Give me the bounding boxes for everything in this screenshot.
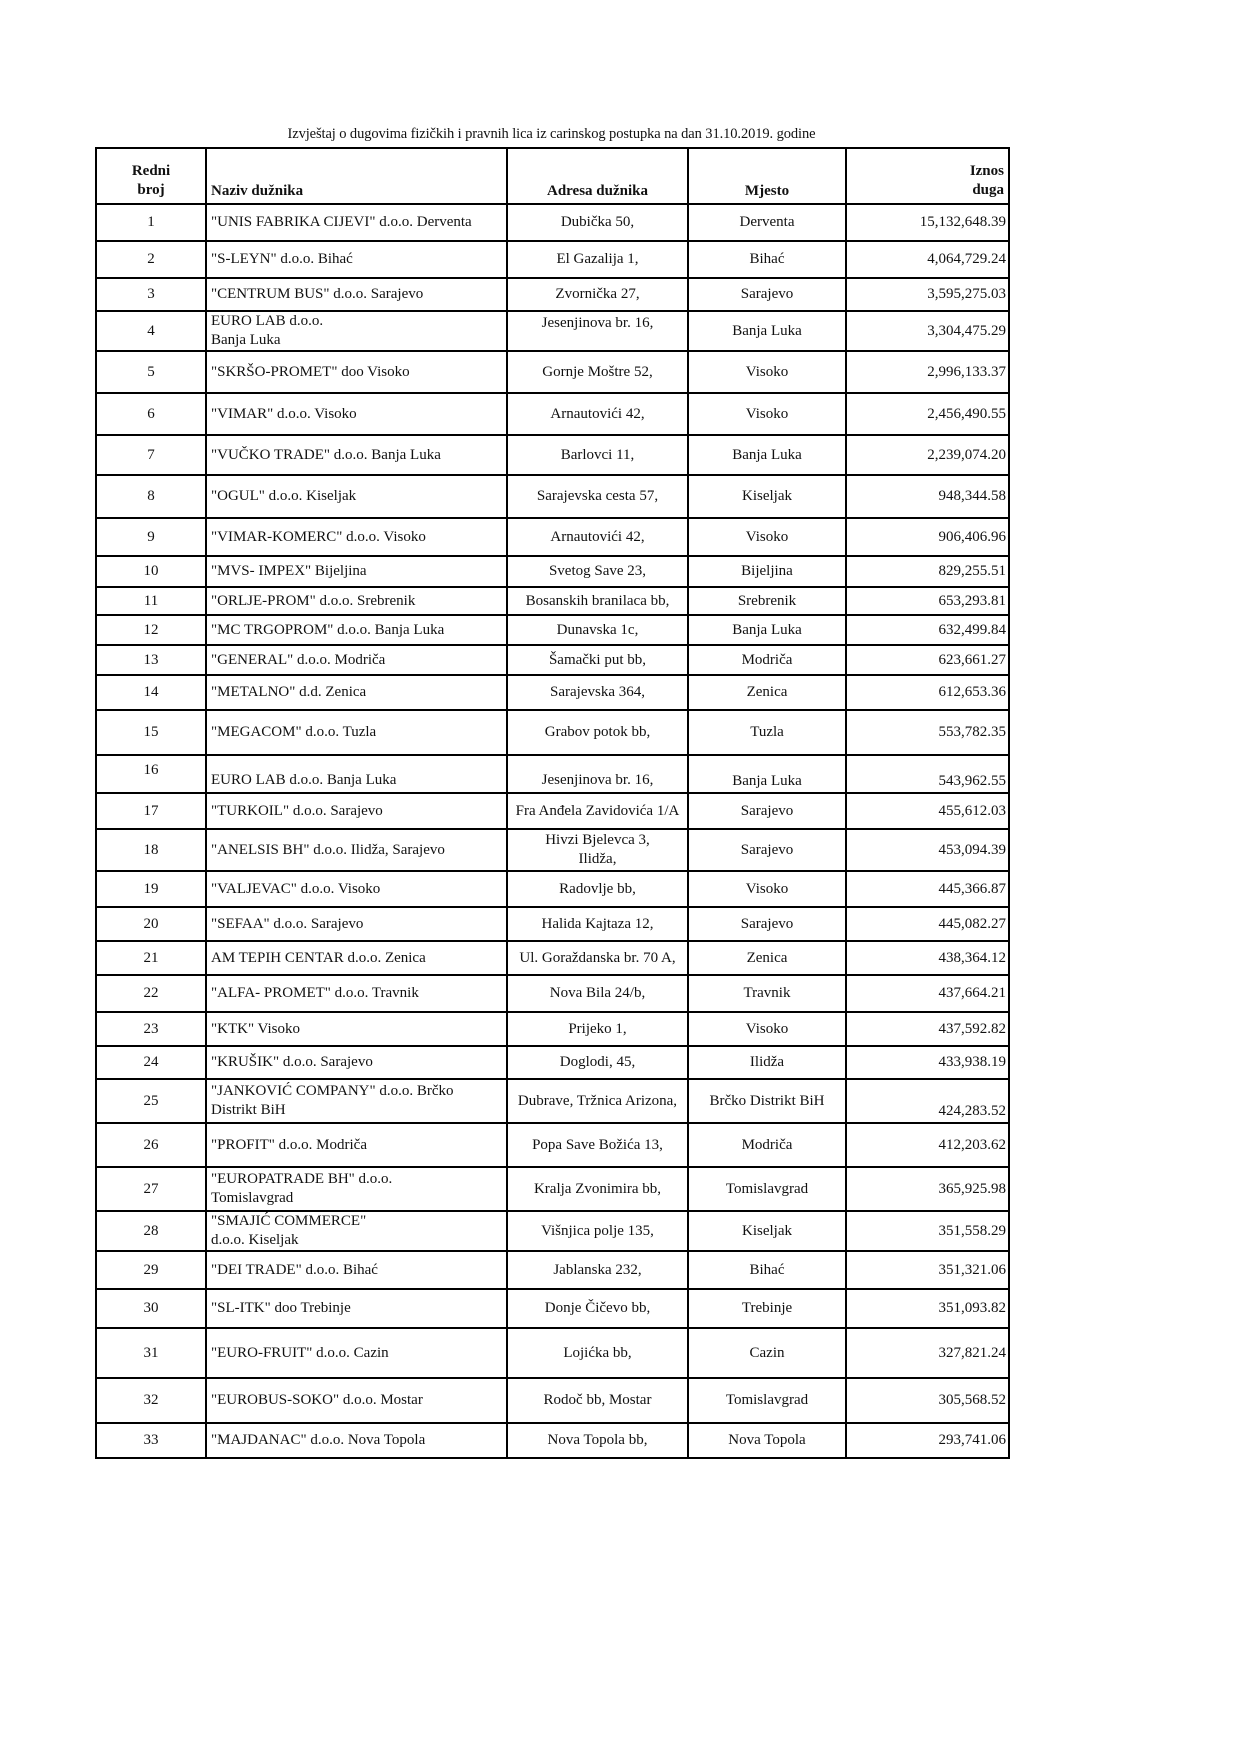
row-number: 10 bbox=[96, 556, 206, 587]
debt-amount: 543,962.55 bbox=[846, 755, 1009, 793]
debt-amount: 829,255.51 bbox=[846, 556, 1009, 587]
row-number: 20 bbox=[96, 907, 206, 941]
row-number: 6 bbox=[96, 393, 206, 435]
debtor-city: Tuzla bbox=[688, 710, 846, 755]
debtor-name: "SEFAA" d.o.o. Sarajevo bbox=[206, 907, 507, 941]
debtor-city: Zenica bbox=[688, 941, 846, 975]
debtor-address: Zvornička 27, bbox=[507, 278, 688, 311]
debtor-name: "CENTRUM BUS" d.o.o. Sarajevo bbox=[206, 278, 507, 311]
row-number: 11 bbox=[96, 587, 206, 615]
debtor-name: "EUROBUS-SOKO" d.o.o. Mostar bbox=[206, 1378, 507, 1423]
debtor-name: "VALJEVAC" d.o.o. Visoko bbox=[206, 871, 507, 907]
row-number: 1 bbox=[96, 204, 206, 241]
debt-amount: 445,082.27 bbox=[846, 907, 1009, 941]
debtor-address: Lojićka bb, bbox=[507, 1328, 688, 1378]
debt-amount: 293,741.06 bbox=[846, 1423, 1009, 1458]
debt-amount: 612,653.36 bbox=[846, 675, 1009, 710]
debtor-address: Hivzi Bjelevca 3, Ilidža, bbox=[507, 829, 688, 871]
row-number: 32 bbox=[96, 1378, 206, 1423]
debtor-address: Prijeko 1, bbox=[507, 1012, 688, 1046]
header-adresa-duznika: Adresa dužnika bbox=[507, 148, 688, 204]
table-row bbox=[96, 1211, 1009, 1251]
debtor-name: "ALFA- PROMET" d.o.o. Travnik bbox=[206, 975, 507, 1012]
debtor-city: Tomislavgrad bbox=[688, 1378, 846, 1423]
debtor-name: "EUROPATRADE BH" d.o.o. Tomislavgrad bbox=[206, 1167, 507, 1211]
row-number: 8 bbox=[96, 475, 206, 518]
debtor-name: AM TEPIH CENTAR d.o.o. Zenica bbox=[206, 941, 507, 975]
debtor-city: Bijeljina bbox=[688, 556, 846, 587]
debt-amount: 2,996,133.37 bbox=[846, 351, 1009, 393]
debtor-address: Svetog Save 23, bbox=[507, 556, 688, 587]
row-number: 26 bbox=[96, 1123, 206, 1167]
debtor-city: Derventa bbox=[688, 204, 846, 241]
table-row bbox=[96, 351, 1009, 393]
table-row bbox=[96, 941, 1009, 975]
table-row bbox=[96, 1378, 1009, 1423]
debtor-city: Kiseljak bbox=[688, 475, 846, 518]
table-row bbox=[96, 1423, 1009, 1458]
debtor-name: "MEGACOM" d.o.o. Tuzla bbox=[206, 710, 507, 755]
debt-amount: 412,203.62 bbox=[846, 1123, 1009, 1167]
debtor-name: "ORLJE-PROM" d.o.o. Srebrenik bbox=[206, 587, 507, 615]
header-row bbox=[96, 148, 1009, 204]
row-number: 29 bbox=[96, 1251, 206, 1289]
table-row bbox=[96, 1012, 1009, 1046]
debtor-address: Sarajevska cesta 57, bbox=[507, 475, 688, 518]
table-row bbox=[96, 1079, 1009, 1123]
debt-amount: 3,595,275.03 bbox=[846, 278, 1009, 311]
debt-amount: 906,406.96 bbox=[846, 518, 1009, 556]
row-number: 33 bbox=[96, 1423, 206, 1458]
debtor-name: "JANKOVIĆ COMPANY" d.o.o. Brčko Distrikt BiH bbox=[206, 1079, 507, 1123]
debt-amount: 653,293.81 bbox=[846, 587, 1009, 615]
debtor-address: Dunavska 1c, bbox=[507, 615, 688, 645]
table-row bbox=[96, 241, 1009, 278]
row-number: 21 bbox=[96, 941, 206, 975]
table-row bbox=[96, 907, 1009, 941]
debt-amount: 623,661.27 bbox=[846, 645, 1009, 675]
debt-amount: 351,321.06 bbox=[846, 1251, 1009, 1289]
debtor-name: "DEI TRADE" d.o.o. Bihać bbox=[206, 1251, 507, 1289]
debtor-city: Sarajevo bbox=[688, 278, 846, 311]
debtor-address: Fra Anđela Zavidovića 1/A bbox=[507, 793, 688, 829]
debtor-address: Nova Bila 24/b, bbox=[507, 975, 688, 1012]
debtor-address: El Gazalija 1, bbox=[507, 241, 688, 278]
table-row bbox=[96, 1046, 1009, 1079]
debtor-city: Banja Luka bbox=[688, 435, 846, 475]
debtor-name: "UNIS FABRIKA CIJEVI" d.o.o. Derventa bbox=[206, 204, 507, 241]
debtor-city: Modriča bbox=[688, 645, 846, 675]
table-row bbox=[96, 435, 1009, 475]
row-number: 14 bbox=[96, 675, 206, 710]
table-row bbox=[96, 556, 1009, 587]
debtor-city: Banja Luka bbox=[688, 615, 846, 645]
debtor-name: "KRUŠIK" d.o.o. Sarajevo bbox=[206, 1046, 507, 1079]
table-row bbox=[96, 710, 1009, 755]
table-row bbox=[96, 615, 1009, 645]
debtor-address: Dubrave, Tržnica Arizona, bbox=[507, 1079, 688, 1123]
debt-amount: 424,283.52 bbox=[846, 1079, 1009, 1123]
debtor-city: Kiseljak bbox=[688, 1211, 846, 1251]
table-row bbox=[96, 1328, 1009, 1378]
debtor-name: "KTK" Visoko bbox=[206, 1012, 507, 1046]
row-number: 17 bbox=[96, 793, 206, 829]
debtor-address: Grabov potok bb, bbox=[507, 710, 688, 755]
table-row bbox=[96, 829, 1009, 871]
debtor-address: Nova Topola bb, bbox=[507, 1423, 688, 1458]
table-row bbox=[96, 871, 1009, 907]
debt-amount: 305,568.52 bbox=[846, 1378, 1009, 1423]
debtor-city: Nova Topola bbox=[688, 1423, 846, 1458]
debtor-name: EURO LAB d.o.o. Banja Luka bbox=[206, 311, 507, 351]
table-row bbox=[96, 393, 1009, 435]
header-redni-broj: Redni broj bbox=[96, 148, 206, 204]
debtor-city: Visoko bbox=[688, 518, 846, 556]
table-row bbox=[96, 518, 1009, 556]
table-row bbox=[96, 755, 1009, 793]
debtor-name: "ANELSIS BH" d.o.o. Ilidža, Sarajevo bbox=[206, 829, 507, 871]
debtor-address: Popa Save Božića 13, bbox=[507, 1123, 688, 1167]
debtor-city: Visoko bbox=[688, 1012, 846, 1046]
debtor-city: Brčko Distrikt BiH bbox=[688, 1079, 846, 1123]
row-number: 25 bbox=[96, 1079, 206, 1123]
debt-amount: 351,093.82 bbox=[846, 1289, 1009, 1328]
table-row bbox=[96, 975, 1009, 1012]
table-row bbox=[96, 278, 1009, 311]
debt-amount: 438,364.12 bbox=[846, 941, 1009, 975]
debt-amount: 437,592.82 bbox=[846, 1012, 1009, 1046]
table-row bbox=[96, 1167, 1009, 1211]
debtor-city: Sarajevo bbox=[688, 829, 846, 871]
debtor-address: Dubička 50, bbox=[507, 204, 688, 241]
debt-amount: 4,064,729.24 bbox=[846, 241, 1009, 278]
debt-amount: 2,456,490.55 bbox=[846, 393, 1009, 435]
debtor-name: "MAJDANAC" d.o.o. Nova Topola bbox=[206, 1423, 507, 1458]
debtor-city: Cazin bbox=[688, 1328, 846, 1378]
row-number: 12 bbox=[96, 615, 206, 645]
debt-amount: 437,664.21 bbox=[846, 975, 1009, 1012]
debtor-name: "GENERAL" d.o.o. Modriča bbox=[206, 645, 507, 675]
debtor-city: Visoko bbox=[688, 393, 846, 435]
debtor-name: "VIMAR" d.o.o. Visoko bbox=[206, 393, 507, 435]
row-number: 9 bbox=[96, 518, 206, 556]
header-iznos-duga: Iznos duga bbox=[846, 148, 1009, 204]
debtor-name: "S-LEYN" d.o.o. Bihać bbox=[206, 241, 507, 278]
debtor-city: Trebinje bbox=[688, 1289, 846, 1328]
debtor-city: Bihać bbox=[688, 241, 846, 278]
debtor-name: "PROFIT" d.o.o. Modriča bbox=[206, 1123, 507, 1167]
debtor-city: Visoko bbox=[688, 351, 846, 393]
debtor-city: Sarajevo bbox=[688, 793, 846, 829]
debtor-address: Doglodi, 45, bbox=[507, 1046, 688, 1079]
debtor-address: Šamački put bb, bbox=[507, 645, 688, 675]
table-row bbox=[96, 204, 1009, 241]
debtor-name: "MC TRGOPROM" d.o.o. Banja Luka bbox=[206, 615, 507, 645]
debtor-address: Bosanskih branilaca bb, bbox=[507, 587, 688, 615]
row-number: 3 bbox=[96, 278, 206, 311]
table-row bbox=[96, 675, 1009, 710]
debtor-address: Donje Čičevo bb, bbox=[507, 1289, 688, 1328]
debtor-city: Sarajevo bbox=[688, 907, 846, 941]
row-number: 2 bbox=[96, 241, 206, 278]
debtor-address: Radovlje bb, bbox=[507, 871, 688, 907]
debt-amount: 365,925.98 bbox=[846, 1167, 1009, 1211]
debtor-name: "OGUL" d.o.o. Kiseljak bbox=[206, 475, 507, 518]
header-mjesto: Mjesto bbox=[688, 148, 846, 204]
debt-amount: 445,366.87 bbox=[846, 871, 1009, 907]
row-number: 7 bbox=[96, 435, 206, 475]
row-number: 15 bbox=[96, 710, 206, 755]
debt-amount: 327,821.24 bbox=[846, 1328, 1009, 1378]
row-number: 23 bbox=[96, 1012, 206, 1046]
debtor-address: Arnautovići 42, bbox=[507, 518, 688, 556]
row-number: 28 bbox=[96, 1211, 206, 1251]
debtor-city: Visoko bbox=[688, 871, 846, 907]
debtor-city: Bihać bbox=[688, 1251, 846, 1289]
table-row bbox=[96, 1289, 1009, 1328]
table-row bbox=[96, 1251, 1009, 1289]
debt-amount: 351,558.29 bbox=[846, 1211, 1009, 1251]
debtor-city: Zenica bbox=[688, 675, 846, 710]
table-row bbox=[96, 645, 1009, 675]
table-row bbox=[96, 1123, 1009, 1167]
debtor-city: Travnik bbox=[688, 975, 846, 1012]
report-title: Izvještaj o dugovima fizičkih i pravnih lica iz carinskog postupka na dan 31.10.2019. godine bbox=[287, 126, 816, 142]
debtor-name: "EURO-FRUIT" d.o.o. Cazin bbox=[206, 1328, 507, 1378]
debtor-address: Jablanska 232, bbox=[507, 1251, 688, 1289]
debtor-city: Srebrenik bbox=[688, 587, 846, 615]
debt-amount: 553,782.35 bbox=[846, 710, 1009, 755]
row-number: 4 bbox=[96, 311, 206, 351]
debtor-city: Ilidža bbox=[688, 1046, 846, 1079]
table-row bbox=[96, 587, 1009, 615]
debtor-city: Modriča bbox=[688, 1123, 846, 1167]
debtor-address: Višnjica polje 135, bbox=[507, 1211, 688, 1251]
debtor-address: Rodoč bb, Mostar bbox=[507, 1378, 688, 1423]
debtor-name: "SKRŠO-PROMET" doo Visoko bbox=[206, 351, 507, 393]
debtor-address: Gornje Moštre 52, bbox=[507, 351, 688, 393]
debtor-address: Jesenjinova br. 16, bbox=[507, 311, 688, 351]
debtor-name: "SL-ITK" doo Trebinje bbox=[206, 1289, 507, 1328]
row-number: 30 bbox=[96, 1289, 206, 1328]
debtor-city: Banja Luka bbox=[688, 755, 846, 793]
debt-amount: 15,132,648.39 bbox=[846, 204, 1009, 241]
row-number: 19 bbox=[96, 871, 206, 907]
debtor-address: Barlovci 11, bbox=[507, 435, 688, 475]
debt-amount: 948,344.58 bbox=[846, 475, 1009, 518]
debtor-address: Kralja Zvonimira bb, bbox=[507, 1167, 688, 1211]
debt-amount: 433,938.19 bbox=[846, 1046, 1009, 1079]
debt-amount: 453,094.39 bbox=[846, 829, 1009, 871]
debtor-name: "VUČKO TRADE" d.o.o. Banja Luka bbox=[206, 435, 507, 475]
debtor-name: EURO LAB d.o.o. Banja Luka bbox=[206, 755, 507, 793]
debt-amount: 3,304,475.29 bbox=[846, 311, 1009, 351]
debts-table bbox=[95, 147, 1010, 1459]
debtor-address: Arnautovići 42, bbox=[507, 393, 688, 435]
debtor-name: "METALNO" d.d. Zenica bbox=[206, 675, 507, 710]
debtor-city: Tomislavgrad bbox=[688, 1167, 846, 1211]
debtor-name: "MVS- IMPEX" Bijeljina bbox=[206, 556, 507, 587]
row-number: 13 bbox=[96, 645, 206, 675]
debtor-name: "TURKOIL" d.o.o. Sarajevo bbox=[206, 793, 507, 829]
debtor-address: Ul. Goraždanska br. 70 A, bbox=[507, 941, 688, 975]
row-number: 22 bbox=[96, 975, 206, 1012]
table-row bbox=[96, 475, 1009, 518]
debtor-name: "VIMAR-KOMERC" d.o.o. Visoko bbox=[206, 518, 507, 556]
debtor-name: "SMAJIĆ COMMERCE" d.o.o. Kiseljak bbox=[206, 1211, 507, 1251]
row-number: 24 bbox=[96, 1046, 206, 1079]
header-naziv-duznika: Naziv dužnika bbox=[206, 148, 507, 204]
row-number: 18 bbox=[96, 829, 206, 871]
row-number: 16 bbox=[96, 755, 206, 793]
debtor-city: Banja Luka bbox=[688, 311, 846, 351]
row-number: 5 bbox=[96, 351, 206, 393]
debtor-address: Sarajevska 364, bbox=[507, 675, 688, 710]
row-number: 27 bbox=[96, 1167, 206, 1211]
debt-amount: 455,612.03 bbox=[846, 793, 1009, 829]
debtor-address: Halida Kajtaza 12, bbox=[507, 907, 688, 941]
debt-amount: 2,239,074.20 bbox=[846, 435, 1009, 475]
table-row bbox=[96, 793, 1009, 829]
row-number: 31 bbox=[96, 1328, 206, 1378]
debtor-address: Jesenjinova br. 16, bbox=[507, 755, 688, 793]
table-row bbox=[96, 311, 1009, 351]
debt-amount: 632,499.84 bbox=[846, 615, 1009, 645]
